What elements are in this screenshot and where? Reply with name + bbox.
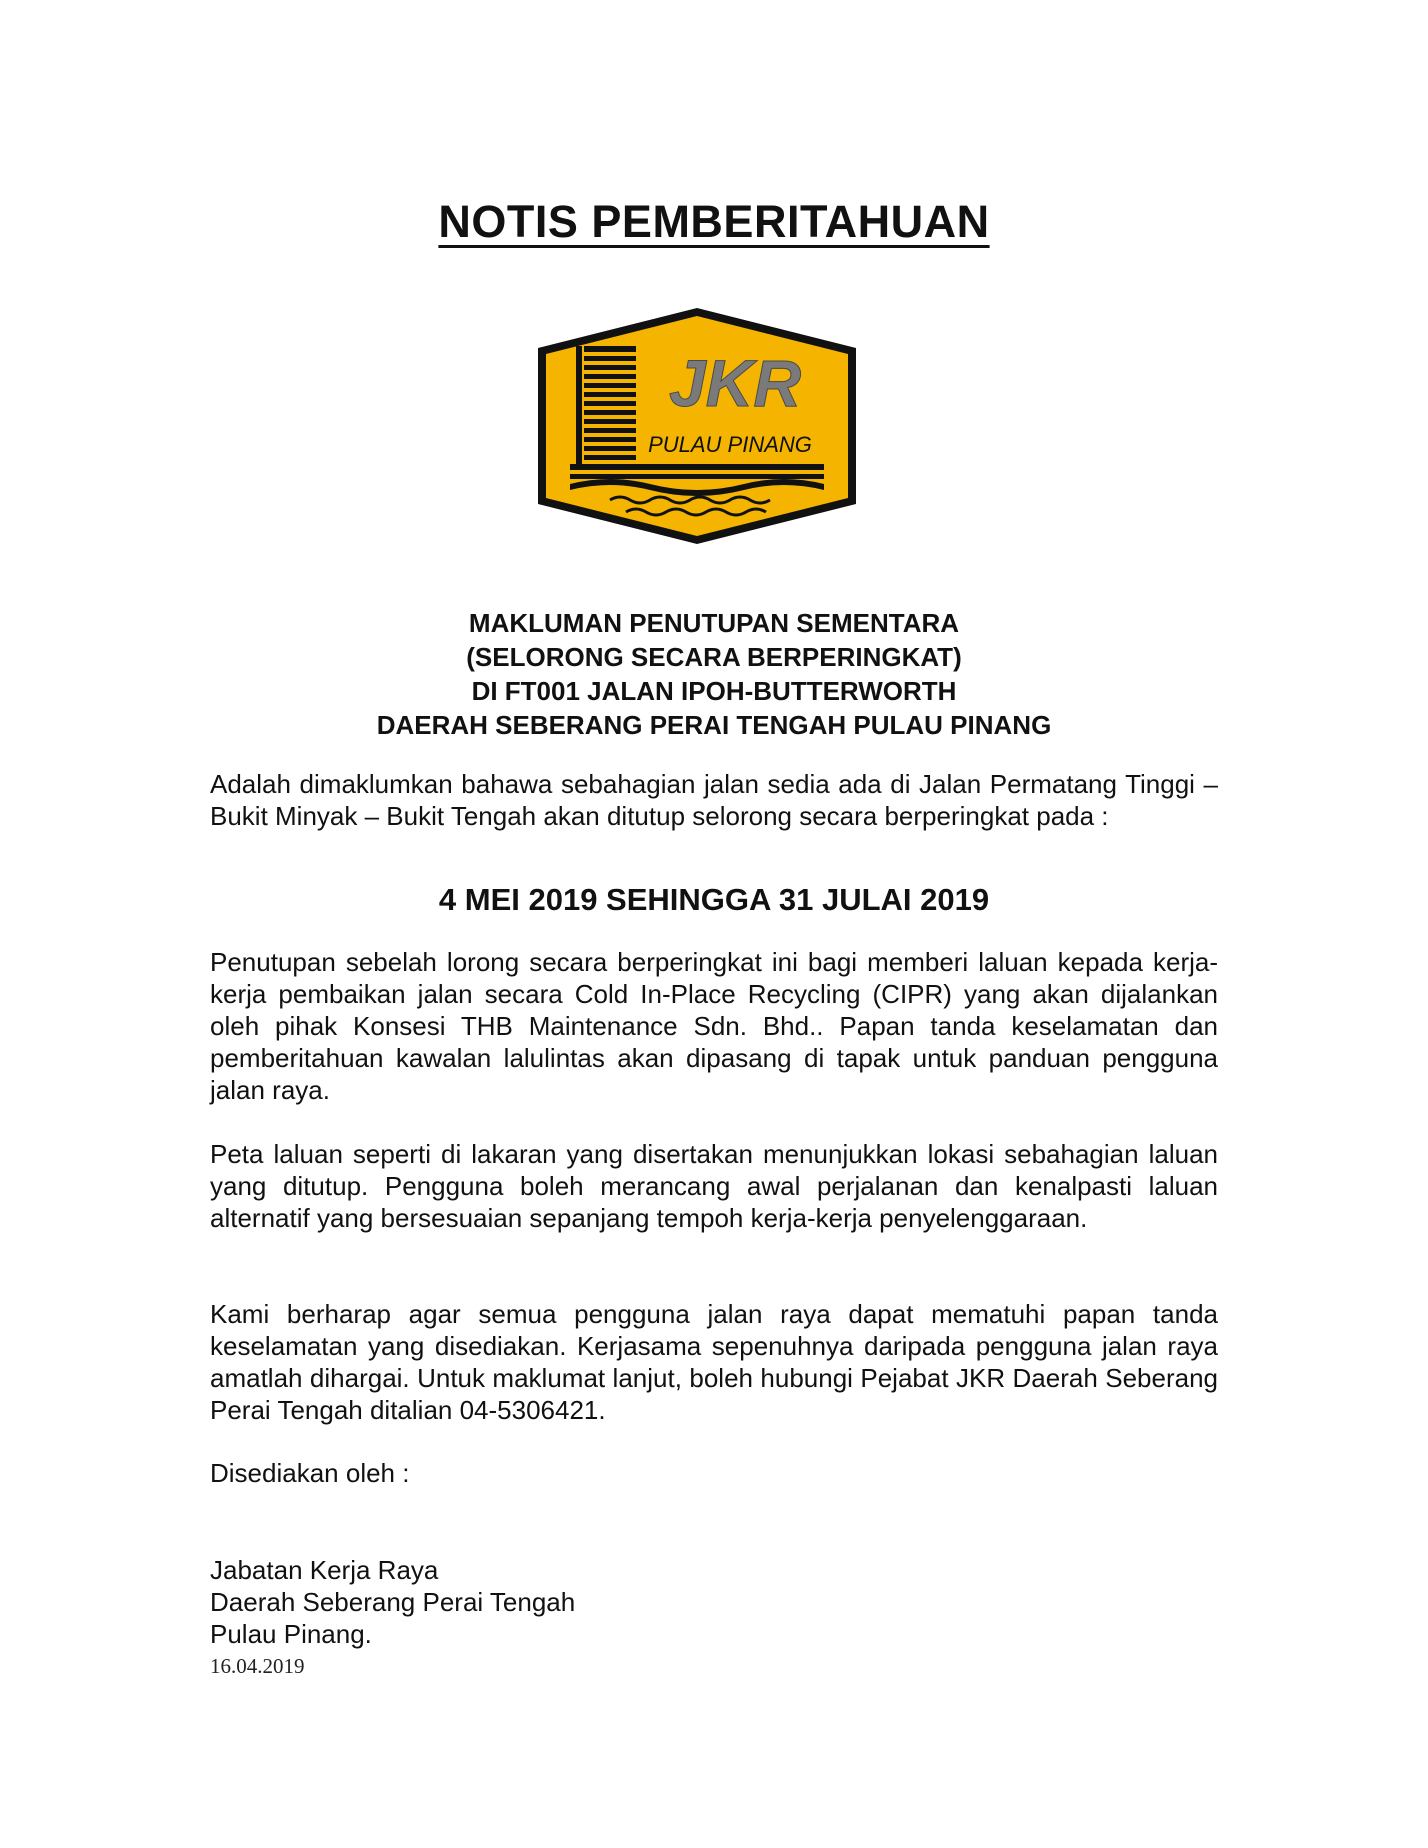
- signature-block: [210, 1554, 575, 1650]
- closure-dates: 4 MEI 2019 SEHINGGA 31 JULAI 2019: [438, 882, 990, 917]
- signature-line: Pulau Pinang.: [210, 1619, 372, 1649]
- heading-line: DAERAH SEBERANG PERAI TENGAH PULAU PINANG: [376, 710, 1052, 740]
- logo-sub-text: PULAU PINANG: [648, 432, 812, 457]
- paragraph-cooperation: Kami berharap agar semua pengguna jalan raya dapat mematuhi papan tanda keselamatan yang disediakan. Kerjasama sepenuhnya daripada pengguna jalan raya amatlah dihargai. Untuk maklumat lanjut, boleh hubungi Pejabat JKR Daerah Seberang Perai Tengah ditalian 04-5306421.: [210, 1299, 1218, 1425]
- notice-title: [0, 196, 1428, 248]
- notice-heading: [0, 606, 1428, 742]
- notice-title-text: NOTIS PEMBERITAHUAN: [438, 196, 990, 247]
- heading-line: (SELORONG SECARA BERPERINGKAT): [466, 642, 962, 672]
- heading-line: DI FT001 JALAN IPOH-BUTTERWORTH: [471, 676, 957, 706]
- heading-line: MAKLUMAN PENUTUPAN SEMENTARA: [468, 608, 960, 638]
- paragraph-works: Penutupan sebelah lorong secara berperingkat ini bagi memberi laluan kepada kerja-kerja pembaikan jalan secara Cold In-Place Recycling (CIPR) yang akan dijalankan oleh pihak Konsesi THB Maintenance Sdn. Bhd.. Papan tanda keselamatan dan pemberitahuan kawalan lalulintas akan dipasang di tapak untuk panduan pengguna jalan raya.: [210, 947, 1218, 1105]
- prepared-by-label: Disediakan oleh :: [210, 1458, 410, 1488]
- handwritten-date: 16.04.2019: [210, 1654, 305, 1678]
- jkr-logo-graphic: [530, 306, 864, 546]
- jkr-logo: [530, 306, 864, 546]
- paragraph-route-map: Peta laluan seperti di lakaran yang disertakan menunjukkan lokasi sebahagian laluan yang ditutup. Pengguna boleh merancang awal perjalanan dan kenalpasti laluan alternatif yang bersesuaian sepanjang tempoh kerja-kerja penyelenggaraan.: [210, 1139, 1218, 1233]
- signature-line: Jabatan Kerja Raya: [210, 1555, 439, 1585]
- paragraph-announcement: Adalah dimaklumkan bahawa sebahagian jalan sedia ada di Jalan Permatang Tinggi – Bukit Minyak – Bukit Tengah akan ditutup selorong secara berperingkat pada :: [210, 769, 1218, 831]
- logo-main-text: JKR: [668, 346, 802, 420]
- signature-line: Daerah Seberang Perai Tengah: [210, 1587, 576, 1617]
